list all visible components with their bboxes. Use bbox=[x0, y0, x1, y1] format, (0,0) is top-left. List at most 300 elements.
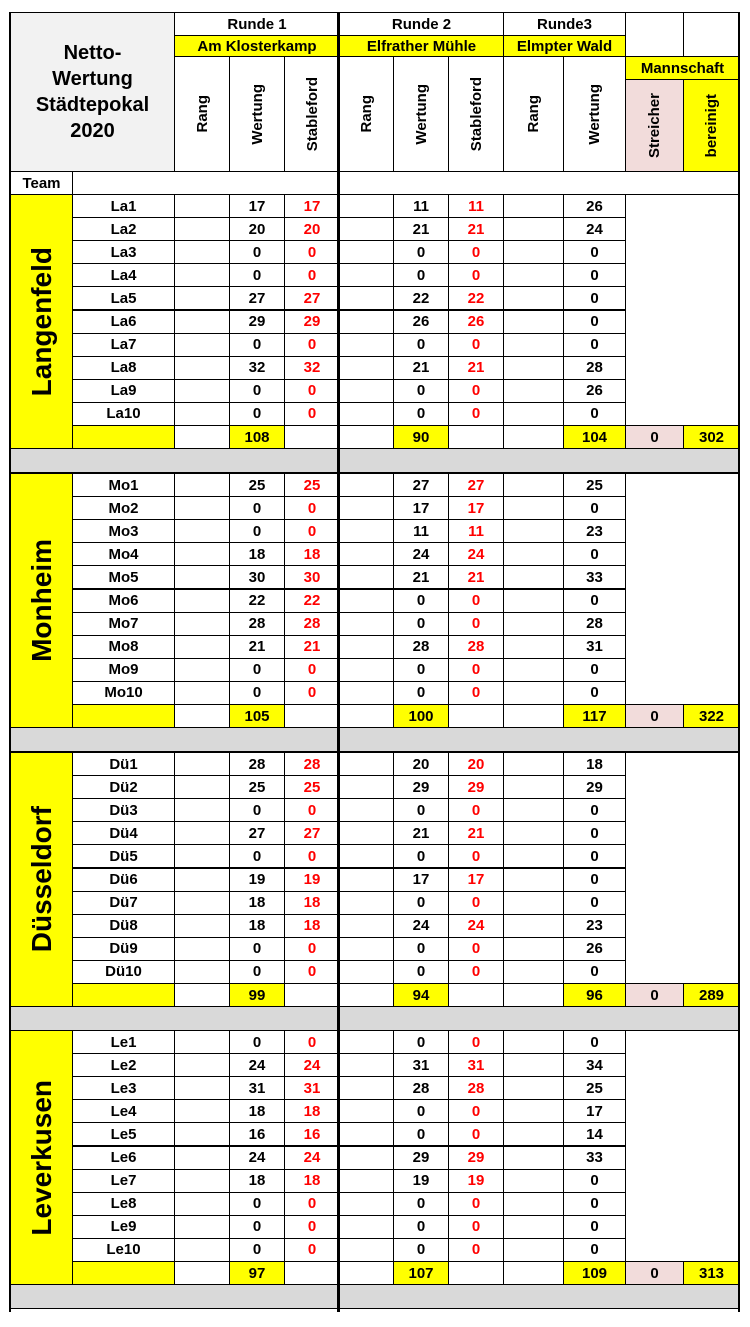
rang-r1 bbox=[174, 844, 230, 868]
wertung-r2: 21 bbox=[393, 565, 449, 589]
team-name-text: Monheim bbox=[25, 539, 57, 662]
total-r1: 97 bbox=[229, 1261, 285, 1285]
rang-r1 bbox=[174, 937, 230, 961]
player-id: Mo7 bbox=[72, 612, 175, 636]
rang-r1 bbox=[174, 356, 230, 380]
rang-r2 bbox=[339, 775, 394, 799]
rang-r2 bbox=[339, 1215, 394, 1239]
stableford-r1: 0 bbox=[284, 1215, 340, 1239]
rang-r3 bbox=[503, 1099, 564, 1123]
column-header-text: Wertung bbox=[586, 83, 603, 145]
total-blank bbox=[448, 425, 504, 449]
stableford-r2: 0 bbox=[448, 1122, 504, 1146]
wertung-r2: 29 bbox=[393, 1146, 449, 1170]
stableford-r1: 24 bbox=[284, 1146, 340, 1170]
stableford-r1: 0 bbox=[284, 496, 340, 520]
separator-row bbox=[339, 448, 740, 473]
wertung-r1: 0 bbox=[229, 1215, 285, 1239]
wertung-r2: 0 bbox=[393, 937, 449, 961]
stableford-r2: 0 bbox=[448, 333, 504, 357]
rang-r2 bbox=[339, 542, 394, 566]
total-blank bbox=[339, 1261, 394, 1285]
stableford-r1: 0 bbox=[284, 937, 340, 961]
wertung-r1: 0 bbox=[229, 937, 285, 961]
total-blank bbox=[448, 1261, 504, 1285]
wertung-r3: 0 bbox=[563, 821, 626, 845]
rang-r2 bbox=[339, 1238, 394, 1262]
round-course: Elfrather Mühle bbox=[339, 35, 504, 57]
total-r3: 96 bbox=[563, 983, 626, 1007]
rang-r3 bbox=[503, 1238, 564, 1262]
player-id: Le7 bbox=[72, 1169, 175, 1193]
stableford-r1: 28 bbox=[284, 612, 340, 636]
wertung-r3: 23 bbox=[563, 519, 626, 543]
stableford-r1: 24 bbox=[284, 1053, 340, 1077]
player-id: Mo9 bbox=[72, 658, 175, 682]
title-line: Netto- bbox=[63, 42, 122, 64]
wertung-r2: 21 bbox=[393, 356, 449, 380]
player-id: Le5 bbox=[72, 1122, 175, 1146]
player-id: Dü8 bbox=[72, 914, 175, 938]
stableford-r1: 0 bbox=[284, 379, 340, 403]
stableford-r2: 26 bbox=[448, 310, 504, 334]
wertung-r3: 0 bbox=[563, 496, 626, 520]
total-r1: 99 bbox=[229, 983, 285, 1007]
rang-r1 bbox=[174, 821, 230, 845]
rang-r3 bbox=[503, 542, 564, 566]
separator-row bbox=[10, 1284, 340, 1309]
column-header-text: Rang bbox=[193, 95, 211, 133]
stableford-r1: 0 bbox=[284, 333, 340, 357]
mannschaft-blank bbox=[625, 473, 740, 705]
wertung-r1: 22 bbox=[229, 589, 285, 613]
player-id: La1 bbox=[72, 194, 175, 218]
separator-row bbox=[339, 727, 740, 752]
wertung-r1: 0 bbox=[229, 263, 285, 287]
wertung-r3: 29 bbox=[563, 775, 626, 799]
section-border bbox=[738, 12, 740, 1312]
rang-r1 bbox=[174, 519, 230, 543]
wertung-r3: 14 bbox=[563, 1122, 626, 1146]
wertung-r2: 0 bbox=[393, 589, 449, 613]
wertung-r1: 27 bbox=[229, 821, 285, 845]
team-column-label: Team bbox=[10, 171, 73, 195]
rang-r1 bbox=[174, 1146, 230, 1170]
rang-r1 bbox=[174, 681, 230, 705]
rang-r1 bbox=[174, 263, 230, 287]
title-line: 2020 bbox=[70, 120, 115, 142]
rang-r2 bbox=[339, 914, 394, 938]
column-header-streicher bbox=[625, 79, 684, 172]
wertung-r2: 17 bbox=[393, 868, 449, 892]
stableford-r1: 22 bbox=[284, 589, 340, 613]
wertung-r1: 29 bbox=[229, 310, 285, 334]
total-blank bbox=[503, 1261, 564, 1285]
rang-r3 bbox=[503, 473, 564, 497]
wertung-r2: 0 bbox=[393, 681, 449, 705]
wertung-r2: 0 bbox=[393, 960, 449, 984]
total-r3: 109 bbox=[563, 1261, 626, 1285]
rang-r3 bbox=[503, 891, 564, 915]
rang-r2 bbox=[339, 263, 394, 287]
wertung-r3: 26 bbox=[563, 379, 626, 403]
rang-r2 bbox=[339, 891, 394, 915]
wertung-r2: 0 bbox=[393, 240, 449, 264]
total-streicher: 0 bbox=[625, 425, 684, 449]
rang-r2 bbox=[339, 1169, 394, 1193]
rang-r3 bbox=[503, 286, 564, 310]
column-header-text: Stableford bbox=[303, 76, 321, 152]
wertung-r3: 28 bbox=[563, 356, 626, 380]
column-header-text: bereinigt bbox=[703, 93, 720, 158]
rang-r1 bbox=[174, 1122, 230, 1146]
total-blank bbox=[339, 704, 394, 728]
wertung-r2: 28 bbox=[393, 635, 449, 659]
rang-r2 bbox=[339, 1030, 394, 1054]
player-id: Le6 bbox=[72, 1146, 175, 1170]
rang-r3 bbox=[503, 960, 564, 984]
rang-r3 bbox=[503, 589, 564, 613]
wertung-r3: 0 bbox=[563, 310, 626, 334]
rang-r2 bbox=[339, 402, 394, 426]
wertung-r3: 0 bbox=[563, 960, 626, 984]
rang-r3 bbox=[503, 612, 564, 636]
rang-r3 bbox=[503, 1192, 564, 1216]
rang-r1 bbox=[174, 194, 230, 218]
wertung-r3: 17 bbox=[563, 1099, 626, 1123]
rang-r3 bbox=[503, 1215, 564, 1239]
mannschaft-header: Mannschaft bbox=[625, 56, 740, 80]
wertung-r3: 25 bbox=[563, 473, 626, 497]
wertung-r1: 18 bbox=[229, 914, 285, 938]
rang-r3 bbox=[503, 658, 564, 682]
total-r2: 107 bbox=[393, 1261, 449, 1285]
stableford-r1: 18 bbox=[284, 914, 340, 938]
total-bereinigt: 313 bbox=[683, 1261, 740, 1285]
column-header-wertung bbox=[229, 56, 285, 172]
rang-r1 bbox=[174, 310, 230, 334]
stableford-r2: 0 bbox=[448, 960, 504, 984]
stableford-r2: 28 bbox=[448, 635, 504, 659]
rang-r3 bbox=[503, 402, 564, 426]
stableford-r2: 21 bbox=[448, 821, 504, 845]
wertung-r1: 0 bbox=[229, 658, 285, 682]
rang-r3 bbox=[503, 263, 564, 287]
stableford-r1: 18 bbox=[284, 542, 340, 566]
wertung-r2: 0 bbox=[393, 891, 449, 915]
stableford-r2: 21 bbox=[448, 217, 504, 241]
rang-r1 bbox=[174, 589, 230, 613]
wertung-r2: 28 bbox=[393, 1076, 449, 1100]
wertung-r1: 18 bbox=[229, 891, 285, 915]
wertung-r1: 0 bbox=[229, 798, 285, 822]
stableford-r2: 0 bbox=[448, 844, 504, 868]
team-name bbox=[10, 473, 73, 728]
stableford-r2: 22 bbox=[448, 286, 504, 310]
rang-r1 bbox=[174, 1192, 230, 1216]
player-id: Dü6 bbox=[72, 868, 175, 892]
player-id: Le9 bbox=[72, 1215, 175, 1239]
wertung-r3: 0 bbox=[563, 798, 626, 822]
rang-r2 bbox=[339, 589, 394, 613]
player-id: La5 bbox=[72, 286, 175, 310]
rang-r2 bbox=[339, 821, 394, 845]
wertung-r1: 24 bbox=[229, 1146, 285, 1170]
wertung-r2: 21 bbox=[393, 217, 449, 241]
column-header-bereinigt bbox=[683, 79, 740, 172]
rang-r1 bbox=[174, 1030, 230, 1054]
stableford-r2: 21 bbox=[448, 565, 504, 589]
column-header-rang bbox=[503, 56, 564, 172]
rang-r3 bbox=[503, 821, 564, 845]
wertung-r1: 20 bbox=[229, 217, 285, 241]
wertung-r3: 0 bbox=[563, 333, 626, 357]
stableford-r2: 0 bbox=[448, 658, 504, 682]
rang-r3 bbox=[503, 333, 564, 357]
rang-r1 bbox=[174, 240, 230, 264]
rang-r1 bbox=[174, 1053, 230, 1077]
wertung-r1: 17 bbox=[229, 194, 285, 218]
wertung-r1: 0 bbox=[229, 519, 285, 543]
total-r2: 100 bbox=[393, 704, 449, 728]
rang-r2 bbox=[339, 310, 394, 334]
wertung-r3: 0 bbox=[563, 263, 626, 287]
stableford-r2: 17 bbox=[448, 868, 504, 892]
stableford-r1: 0 bbox=[284, 1238, 340, 1262]
stableford-r2: 24 bbox=[448, 542, 504, 566]
rang-r3 bbox=[503, 565, 564, 589]
stableford-r2: 31 bbox=[448, 1053, 504, 1077]
total-bereinigt: 302 bbox=[683, 425, 740, 449]
rang-r2 bbox=[339, 1053, 394, 1077]
player-id: Mo8 bbox=[72, 635, 175, 659]
rang-r3 bbox=[503, 868, 564, 892]
wertung-r2: 0 bbox=[393, 1122, 449, 1146]
wertung-r1: 21 bbox=[229, 635, 285, 659]
stableford-r1: 0 bbox=[284, 960, 340, 984]
rang-r1 bbox=[174, 775, 230, 799]
wertung-r3: 33 bbox=[563, 1146, 626, 1170]
rang-r3 bbox=[503, 496, 564, 520]
player-id: Dü10 bbox=[72, 960, 175, 984]
total-blank bbox=[339, 983, 394, 1007]
rang-r2 bbox=[339, 1076, 394, 1100]
mannschaft-blank bbox=[625, 1030, 740, 1262]
stableford-r1: 30 bbox=[284, 565, 340, 589]
stableford-r1: 0 bbox=[284, 1192, 340, 1216]
stableford-r2: 0 bbox=[448, 1238, 504, 1262]
wertung-r3: 23 bbox=[563, 914, 626, 938]
rang-r1 bbox=[174, 333, 230, 357]
rang-r1 bbox=[174, 217, 230, 241]
rang-r2 bbox=[339, 379, 394, 403]
wertung-r1: 25 bbox=[229, 775, 285, 799]
rang-r3 bbox=[503, 914, 564, 938]
stableford-r1: 27 bbox=[284, 821, 340, 845]
wertung-r2: 26 bbox=[393, 310, 449, 334]
wertung-r2: 11 bbox=[393, 194, 449, 218]
rang-r3 bbox=[503, 937, 564, 961]
rang-r2 bbox=[339, 473, 394, 497]
wertung-r3: 0 bbox=[563, 589, 626, 613]
stableford-r1: 0 bbox=[284, 844, 340, 868]
player-id: Dü3 bbox=[72, 798, 175, 822]
round-label: Runde 2 bbox=[339, 12, 504, 36]
stableford-r1: 0 bbox=[284, 263, 340, 287]
stableford-r1: 0 bbox=[284, 798, 340, 822]
wertung-r1: 0 bbox=[229, 1192, 285, 1216]
team-name bbox=[10, 1030, 73, 1285]
separator-row bbox=[339, 1006, 740, 1031]
team-row-blank bbox=[339, 171, 740, 195]
rang-r2 bbox=[339, 612, 394, 636]
rang-r3 bbox=[503, 681, 564, 705]
rang-r3 bbox=[503, 844, 564, 868]
team-name-text: Leverkusen bbox=[25, 1079, 57, 1236]
wertung-r2: 0 bbox=[393, 333, 449, 357]
rang-r1 bbox=[174, 542, 230, 566]
stableford-r2: 0 bbox=[448, 798, 504, 822]
player-id: Le2 bbox=[72, 1053, 175, 1077]
total-blank bbox=[174, 983, 230, 1007]
wertung-r2: 0 bbox=[393, 402, 449, 426]
player-id: Dü2 bbox=[72, 775, 175, 799]
stableford-r1: 28 bbox=[284, 752, 340, 776]
wertung-r3: 0 bbox=[563, 1169, 626, 1193]
player-id: Mo2 bbox=[72, 496, 175, 520]
team-name bbox=[10, 752, 73, 1007]
rang-r3 bbox=[503, 1076, 564, 1100]
wertung-r2: 21 bbox=[393, 821, 449, 845]
rang-r1 bbox=[174, 1099, 230, 1123]
rang-r2 bbox=[339, 752, 394, 776]
rang-r1 bbox=[174, 1238, 230, 1262]
section-border bbox=[337, 12, 340, 1312]
title-line: Wertung bbox=[52, 68, 133, 90]
wertung-r3: 28 bbox=[563, 612, 626, 636]
rang-r3 bbox=[503, 1146, 564, 1170]
player-id: La7 bbox=[72, 333, 175, 357]
stableford-r2: 28 bbox=[448, 1076, 504, 1100]
wertung-r2: 20 bbox=[393, 752, 449, 776]
rang-r2 bbox=[339, 217, 394, 241]
rang-r2 bbox=[339, 1146, 394, 1170]
sheet-title bbox=[10, 12, 175, 172]
wertung-r2: 29 bbox=[393, 775, 449, 799]
rang-r2 bbox=[339, 519, 394, 543]
stableford-r1: 17 bbox=[284, 194, 340, 218]
stableford-r2: 0 bbox=[448, 402, 504, 426]
rang-r3 bbox=[503, 798, 564, 822]
wertung-r3: 34 bbox=[563, 1053, 626, 1077]
rang-r3 bbox=[503, 194, 564, 218]
stableford-r1: 32 bbox=[284, 356, 340, 380]
player-id: La8 bbox=[72, 356, 175, 380]
total-blank bbox=[284, 425, 340, 449]
wertung-r2: 24 bbox=[393, 914, 449, 938]
stableford-r2: 0 bbox=[448, 1192, 504, 1216]
team-name bbox=[10, 194, 73, 449]
total-blank bbox=[284, 704, 340, 728]
total-r3: 117 bbox=[563, 704, 626, 728]
team-name-text: Langenfeld bbox=[25, 246, 57, 397]
stableford-r2: 0 bbox=[448, 379, 504, 403]
player-id: Le1 bbox=[72, 1030, 175, 1054]
wertung-r1: 28 bbox=[229, 752, 285, 776]
wertung-r2: 11 bbox=[393, 519, 449, 543]
stableford-r2: 21 bbox=[448, 356, 504, 380]
player-id: Le8 bbox=[72, 1192, 175, 1216]
rang-r1 bbox=[174, 612, 230, 636]
stableford-r1: 18 bbox=[284, 891, 340, 915]
column-header-rang bbox=[339, 56, 394, 172]
mannschaft-blank bbox=[625, 194, 740, 426]
wertung-r1: 0 bbox=[229, 844, 285, 868]
rang-r3 bbox=[503, 240, 564, 264]
rang-r2 bbox=[339, 1192, 394, 1216]
player-id: Mo1 bbox=[72, 473, 175, 497]
rang-r1 bbox=[174, 1169, 230, 1193]
stableford-r1: 0 bbox=[284, 402, 340, 426]
rang-r3 bbox=[503, 1122, 564, 1146]
stableford-r2: 0 bbox=[448, 1099, 504, 1123]
stableford-r2: 0 bbox=[448, 612, 504, 636]
stableford-r2: 0 bbox=[448, 1030, 504, 1054]
stableford-r1: 25 bbox=[284, 473, 340, 497]
player-id: Dü7 bbox=[72, 891, 175, 915]
team-row-blank bbox=[72, 171, 340, 195]
player-id: La9 bbox=[72, 379, 175, 403]
rang-r1 bbox=[174, 891, 230, 915]
blank-header-cell bbox=[683, 12, 740, 57]
column-header-text: Stableford bbox=[467, 76, 485, 152]
wertung-r2: 0 bbox=[393, 1238, 449, 1262]
stableford-r2: 0 bbox=[448, 263, 504, 287]
wertung-r2: 0 bbox=[393, 658, 449, 682]
total-label-cell bbox=[72, 425, 175, 449]
wertung-r3: 31 bbox=[563, 635, 626, 659]
total-streicher: 0 bbox=[625, 704, 684, 728]
rang-r3 bbox=[503, 379, 564, 403]
team-name-text: Düsseldorf bbox=[25, 806, 57, 953]
rang-r3 bbox=[503, 356, 564, 380]
stableford-r2: 11 bbox=[448, 194, 504, 218]
wertung-r2: 0 bbox=[393, 1099, 449, 1123]
wertung-r1: 0 bbox=[229, 1030, 285, 1054]
total-label-cell bbox=[72, 983, 175, 1007]
wertung-r2: 19 bbox=[393, 1169, 449, 1193]
player-id: Le3 bbox=[72, 1076, 175, 1100]
wertung-r3: 25 bbox=[563, 1076, 626, 1100]
wertung-r3: 0 bbox=[563, 286, 626, 310]
wertung-r2: 0 bbox=[393, 1030, 449, 1054]
total-bereinigt: 289 bbox=[683, 983, 740, 1007]
wertung-r1: 0 bbox=[229, 960, 285, 984]
column-header-rang bbox=[174, 56, 230, 172]
rang-r2 bbox=[339, 844, 394, 868]
rang-r2 bbox=[339, 1122, 394, 1146]
rang-r2 bbox=[339, 565, 394, 589]
rang-r1 bbox=[174, 1215, 230, 1239]
player-id: Mo4 bbox=[72, 542, 175, 566]
wertung-r2: 0 bbox=[393, 1215, 449, 1239]
round-label: Runde3 bbox=[503, 12, 626, 36]
wertung-r1: 0 bbox=[229, 1238, 285, 1262]
rang-r3 bbox=[503, 310, 564, 334]
title-line: Städtepokal bbox=[35, 94, 150, 116]
mannschaft-blank bbox=[625, 752, 740, 984]
rang-r2 bbox=[339, 240, 394, 264]
